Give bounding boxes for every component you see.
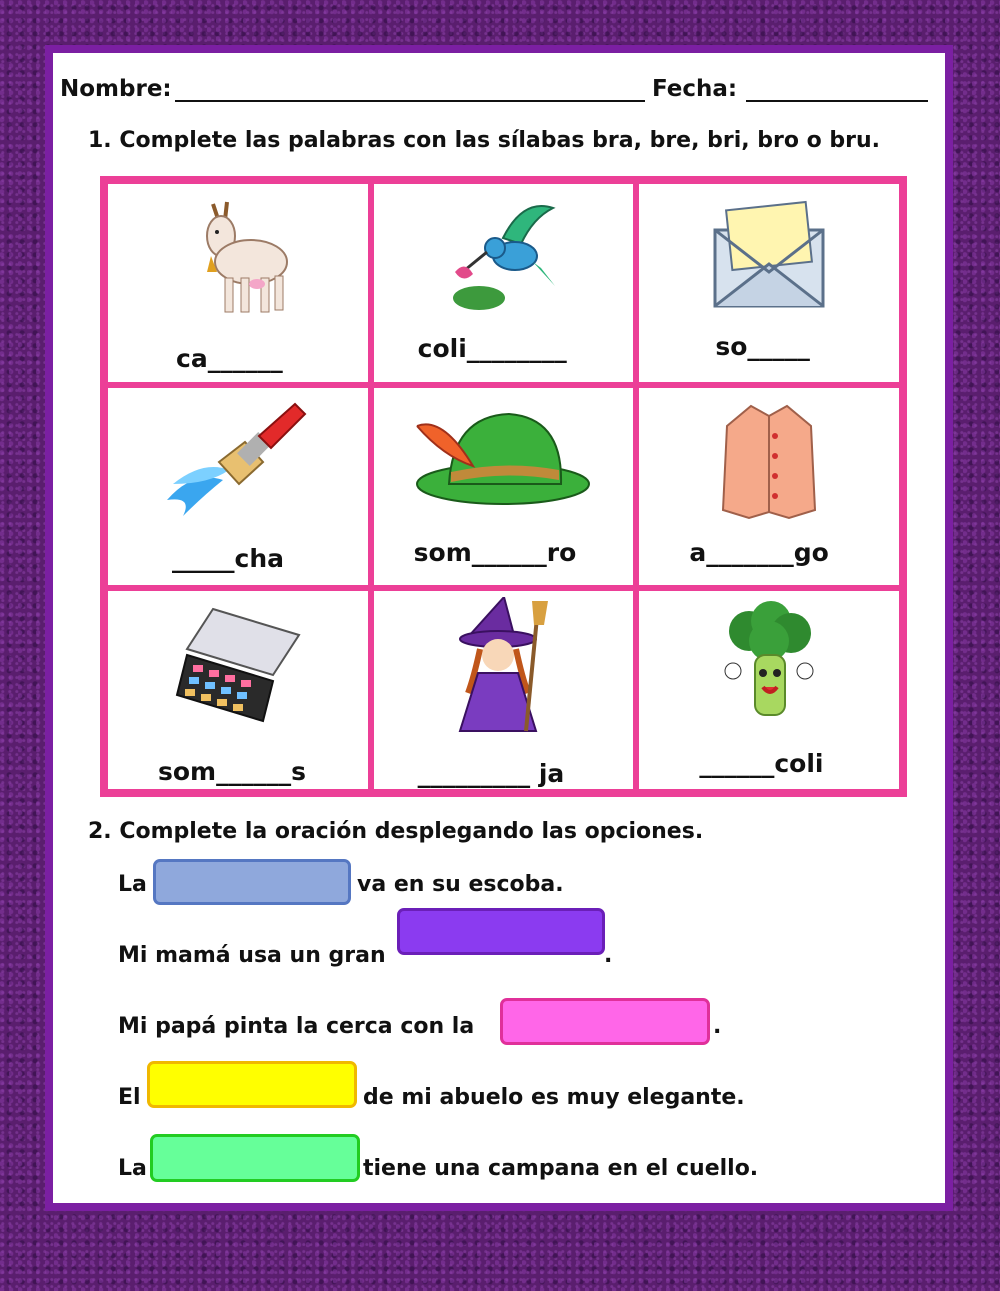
sentence-4-end: de mi abuelo es muy elegante. <box>363 1085 745 1110</box>
sentence-2-dropdown[interactable] <box>397 908 605 955</box>
sentence-2-end: . <box>604 943 613 968</box>
word-1: ca______ <box>176 344 283 373</box>
question-1-title: 1. Complete las palabras con las sílabas bra, bre, bri, bro o bru. <box>88 128 881 153</box>
envelope-icon <box>711 200 827 310</box>
hat-icon <box>413 406 593 506</box>
sentence-1-end: va en su escoba. <box>357 872 564 897</box>
cell-makeup-palette <box>105 588 371 792</box>
cell-paintbrush <box>105 385 371 589</box>
sentence-3-end: . <box>713 1014 722 1039</box>
word-2: coli________ <box>417 334 567 363</box>
sentence-2-start: Mi mamá usa un gran <box>118 943 386 968</box>
sentence-5-end: tiene una campana en el cuello. <box>363 1156 759 1181</box>
broccoli-icon <box>719 601 819 726</box>
date-label: Fecha: <box>652 76 738 102</box>
sentence-1-start: La <box>118 872 147 897</box>
makeup-palette-icon <box>173 605 303 725</box>
paintbrush-icon <box>163 400 313 520</box>
cell-coat <box>636 385 902 589</box>
cell-envelope <box>636 181 902 385</box>
word-9: ______coli <box>699 749 824 779</box>
goat-icon <box>183 194 293 319</box>
cell-broccoli <box>636 588 902 792</box>
syllable-grid <box>100 176 907 797</box>
cell-hat <box>371 385 637 589</box>
name-label: Nombre: <box>60 76 172 102</box>
cell-hummingbird <box>371 181 637 385</box>
word-6: a_______go <box>689 537 829 567</box>
name-field[interactable] <box>175 100 645 102</box>
witch-icon <box>448 597 558 737</box>
sentence-5-start: La <box>118 1156 147 1181</box>
word-3: so_____ <box>715 332 810 361</box>
sentence-1-dropdown[interactable] <box>153 859 351 905</box>
sentence-4-start: El <box>118 1085 141 1110</box>
word-8: _________ ja <box>417 759 565 789</box>
word-7: som______s <box>158 757 306 787</box>
sentence-4-dropdown[interactable] <box>147 1061 357 1108</box>
sentence-3-dropdown[interactable] <box>500 998 710 1045</box>
question-2-title: 2. Complete la oración desplegando las opciones. <box>88 819 704 844</box>
cell-goat <box>105 181 371 385</box>
coat-icon <box>719 400 819 525</box>
word-5: som______ro <box>413 537 577 567</box>
date-field[interactable] <box>746 100 928 102</box>
word-4: _____cha <box>172 543 284 573</box>
cell-witch <box>371 588 637 792</box>
hummingbird-icon <box>443 198 563 313</box>
sentence-5-dropdown[interactable] <box>150 1134 360 1182</box>
sentence-3-start: Mi papá pinta la cerca con la <box>118 1014 475 1039</box>
